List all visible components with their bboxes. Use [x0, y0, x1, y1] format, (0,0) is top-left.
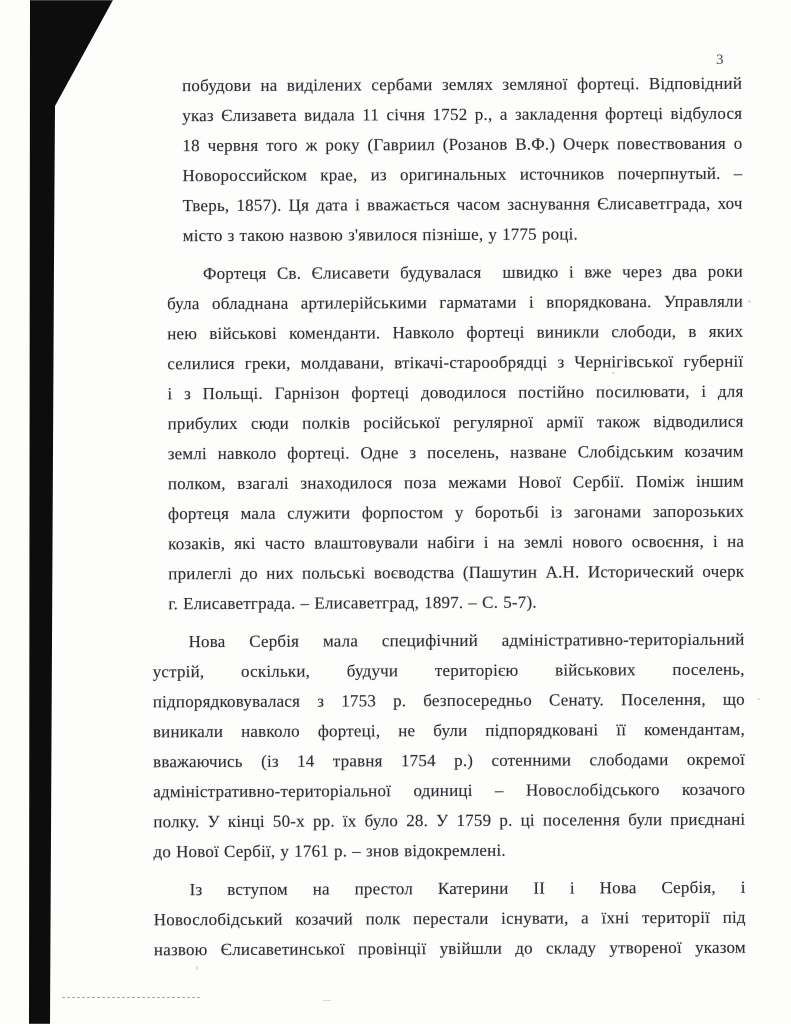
scan-speck [323, 1000, 331, 1001]
text-line: козаків, які часто влаштовували набіги і на землі нового освоєння, і на [168, 531, 745, 554]
scan-speck [748, 300, 751, 303]
scan-speck [757, 698, 760, 700]
text-line: устрій, оскільки, будучи територією військових поселень, [152, 659, 745, 682]
text-line: прилеглі до них польські воєводства (Пашутин А.Н. Исторический очерк [168, 561, 745, 584]
scan-speck [556, 88, 560, 90]
text-line: виникали навколо фортеці, не були підпорядковані її комендантам, [152, 719, 745, 742]
paragraph-2 [167, 257, 745, 620]
text-line: і з Польщі. Гарнізон фортеці доводилося постійно посилювати, і для [167, 381, 744, 404]
text-block [150, 69, 746, 966]
text-line: Із вступом на престол Катерини II і Нова Сербія, і [189, 877, 746, 900]
paragraph-4 [154, 873, 746, 966]
text-line: побудови на виділених сербами землях земляної фортеці. Відповідний [182, 73, 743, 96]
text-line: прибулих сюди полків російської регулярної армії також відводилися [167, 411, 744, 434]
text-line: адміністративно-територіальної одиниці – Новослобідського козачого [153, 779, 746, 802]
paragraph-1 [182, 69, 743, 251]
text-line: вважаючись (із 14 травня 1754 р.) сотенними слободами окремої [153, 749, 746, 772]
scan-speck [612, 372, 615, 374]
text-line: Нова Сербія мала специфічний адміністративно-територіальний [188, 629, 745, 652]
text-line: полком, взагалі знаходилося поза межами Нової Сербії. Поміж іншим [167, 471, 744, 494]
text-line: до Нової Сербії, у 1761 р. – знов відокремлені. [153, 840, 506, 862]
text-line: Новороссийском крае, из оригинальных источников почерпнутый. – [182, 163, 743, 186]
text-line: Фортеця Св. Єлисавети будувалася швидко і вже через два роки [202, 261, 743, 284]
text-line: 18 червня того ж року (Гавриил (Розанов В.Ф.) Очерк повествования о [182, 133, 743, 156]
text-line: Новослобідський козачий полк перестали існувати, а їхні території під [153, 907, 746, 930]
text-line: фортеця мала служити форпостом у боротьбі із загонами запорозьких [167, 501, 745, 524]
text-line: назвою Єлисаветинської провінції увійшли до складу утвореної указом [153, 937, 746, 960]
text-line: була обладнана артилерійськими гарматами і впорядкована. Управляли [167, 291, 744, 314]
text-line: нею військові коменданти. Навколо фортеці виникли слободи, в яких [167, 321, 744, 344]
text-line: указ Єлизавета видала 11 січня 1752 р., а закладення фортеці відбулося [182, 103, 743, 126]
text-line: селилися греки, молдавани, втікачі-старообрядці з Чернігівської губернії [167, 351, 744, 374]
text-line: землі навколо фортеці. Одне з поселень, назване Слобідським козачим [167, 441, 744, 464]
scan-speck [196, 966, 198, 970]
text-line: г. Елисаветграда. – Елисаветград, 1897. – С. 5-7). [168, 592, 537, 614]
text-line: місто з такою назвою з'явилося пізніше, у 1775 році. [182, 224, 579, 246]
scan-dashed-line-artifact [62, 997, 200, 998]
paragraph-3 [152, 625, 745, 868]
text-line: Тверь, 1857). Ця дата і вважається часом заснування Єлисаветграда, хоч [182, 193, 743, 216]
text-line: підпорядковувалася з 1753 р. безпосередньо Сенату. Поселення, що [152, 689, 745, 712]
scan-binding-edge [0, 0, 130, 1024]
page-number: 3 [716, 52, 725, 68]
text-line: полку. У кінці 50-х рр. їх було 28. У 1759 р. ці поселення були приєднані [153, 809, 746, 832]
